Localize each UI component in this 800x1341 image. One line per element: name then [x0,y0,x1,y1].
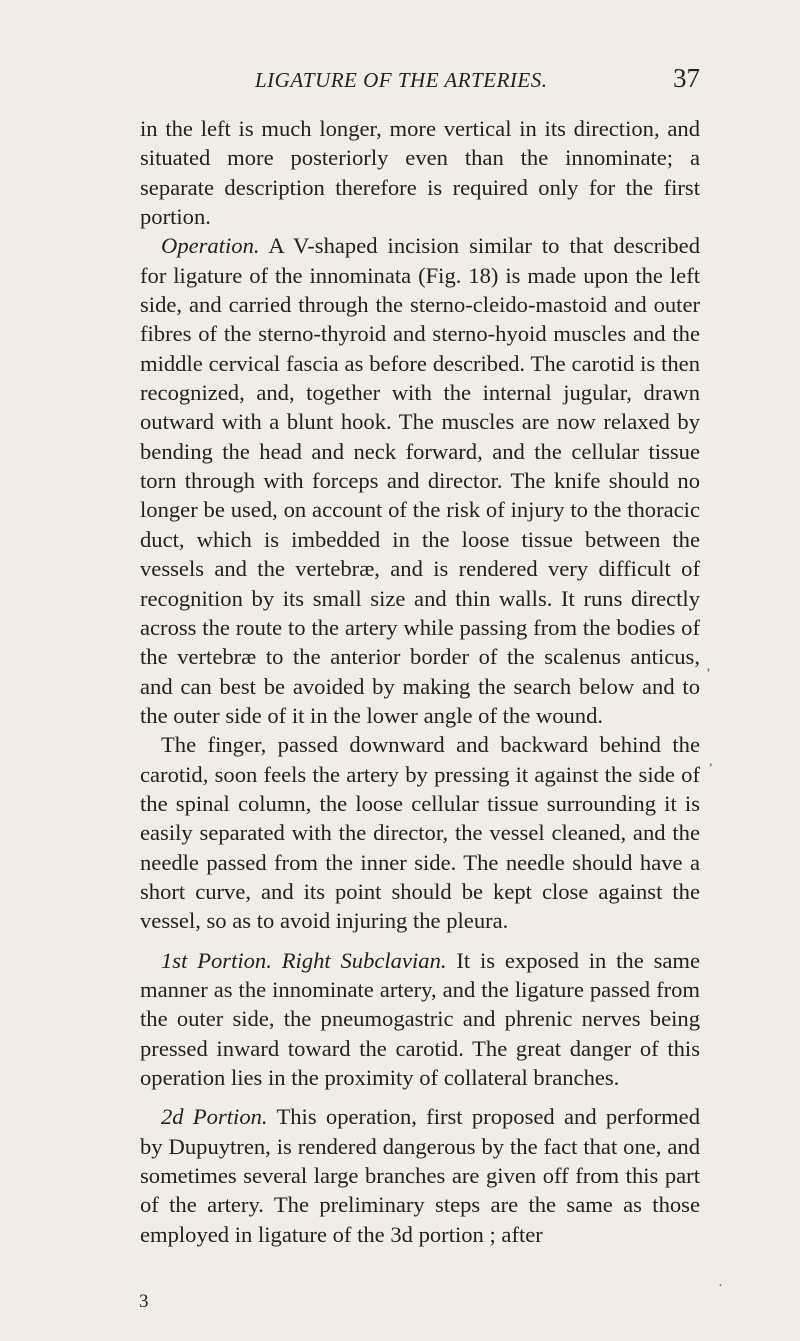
paragraph-text: A V-shaped incision similar to that described for ligature of the innominata (Fig. 18) is made upon the left side, and carried through the sterno-cleido-mastoid and outer fibres of the sterno-thyroid and sterno-hyoid muscles and the middle cervical fascia as before described. The carotid is then recognized, and, together with the internal jugular, drawn outward with a blunt hook. The muscles are now relaxed by bending the head and neck forward, and the cellular tissue torn through with forceps and director. The knife should no longer be used, on account of the risk of injury to the thoracic duct, which is imbedded in the loose tissue between the vessels and the vertebræ, and is rendered very difficult of recognition by its small size and thin walls. It runs directly across the route to the artery while passing from the bodies of the vertebræ to the anterior border of the scalenus anticus, and can best be avoided by making the search below and to the outer side of it in the lower angle of the wound. [140,233,700,728]
paragraph-lead: 1st Portion. Right Subclavian. [161,947,447,973]
running-title: LIGATURE OF THE ARTERIES. [255,68,548,92]
paragraph-text: This operation, first proposed and performed by Dupuytren, is rendered dangerous by the fact that one, and sometimes several large branches are given off from this part of the artery. The preliminary steps are the same as those employed in ligature of the 3d portion ; after [140,1104,700,1247]
paragraph-lead: Operation. [161,233,260,259]
margin-tick-mark: · [718,1279,723,1294]
paragraph-text: It is exposed in the same manner as the innominate artery, and the ligature passed from the outer side, the pneumogastric and phrenic nerves being pressed inward toward the carotid. The great danger of this operation lies in the proximity of collateral branches. [140,947,700,1090]
paragraph-operation [140,231,700,730]
paragraph-finger-technique [140,730,700,935]
paragraph-text: in the left is much longer, more vertical in its direction, and situated more posteriorly even than the innominate; a separate description therefore is required only for the first portion. [140,116,700,230]
page-header [140,62,700,98]
margin-tick-mark: ‚ [706,659,711,674]
paragraph-text: The finger, passed downward and backward behind the carotid, soon feels the artery by pressing it against the side of the spinal column, the loose cellular tissue surrounding it is easily separated with the director, the vessel cleaned, and the needle passed from the inner side. The needle should have a short curve, and its point should be kept close against the vessel, so as to avoid injuring the pleura. [140,732,700,934]
page-number: 37 [673,63,700,93]
signature-mark: 3 [139,1291,149,1312]
body-text [140,114,700,1249]
margin-tick-mark: , [709,754,713,769]
paragraph-first-portion [140,946,700,1093]
paragraph-lead: 2d Portion. [161,1104,268,1130]
paragraph-second-portion [140,1102,700,1249]
paragraph-continuation [140,114,700,231]
